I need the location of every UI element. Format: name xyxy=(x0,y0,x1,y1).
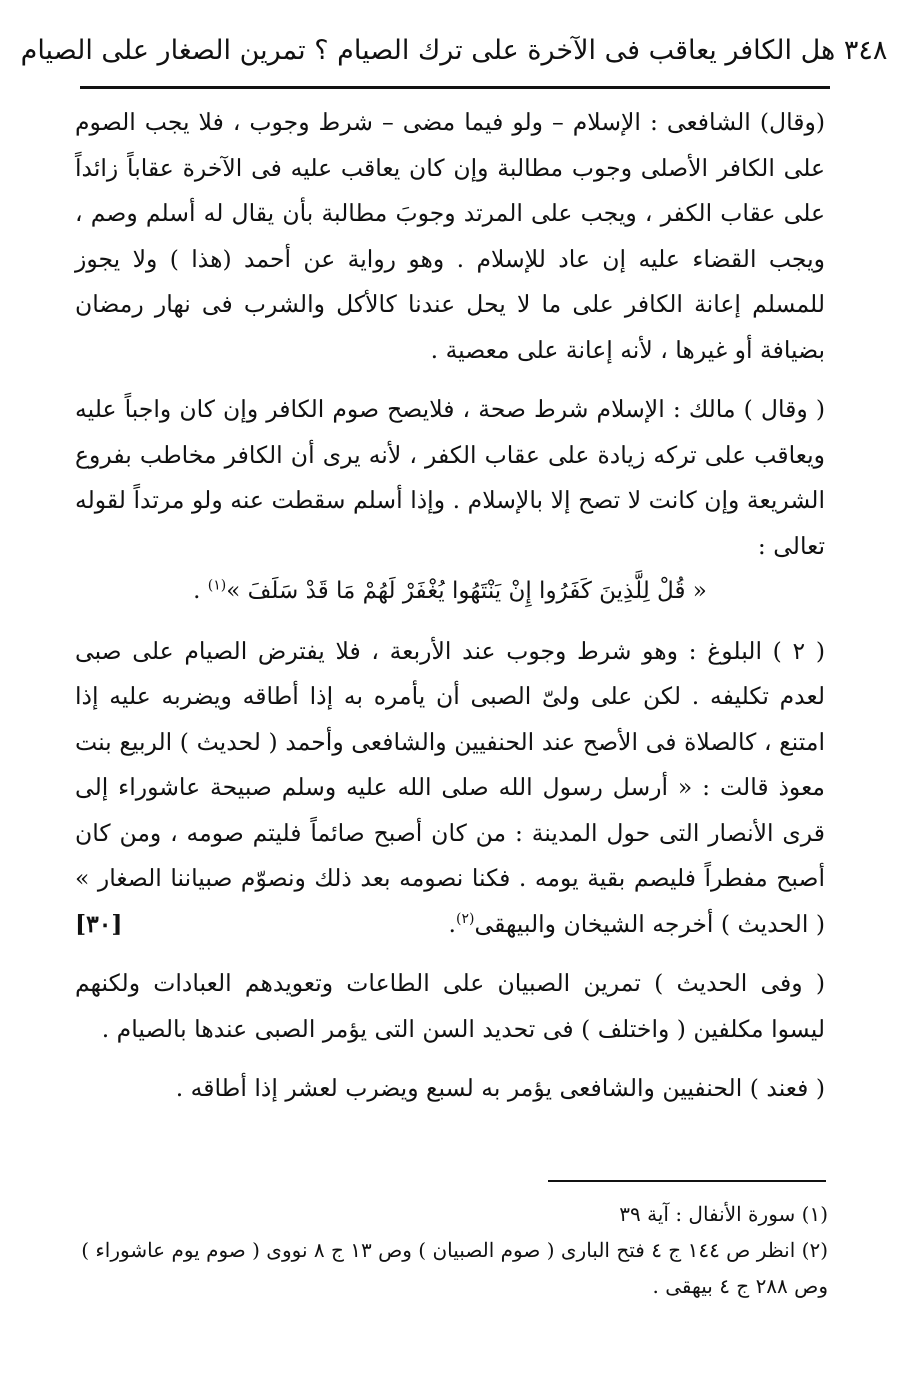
paragraph-hanafi: ( فعند ) الحنفيين والشافعى يؤمر به لسبع ويضرب لعشر إذا أطاقه . xyxy=(175,1074,825,1102)
page-number: ٣٤٨ xyxy=(843,34,888,66)
verse-text: « قُلْ لِلَّذِينَ كَفَرُوا إِنْ يَنْتَهُوا يُغْفَرْ لَهُمْ مَا قَدْ سَلَفَ » xyxy=(226,578,707,604)
footnote-rule xyxy=(548,1180,826,1182)
running-header xyxy=(20,22,888,80)
paragraph-puberty xyxy=(75,629,825,948)
header-title: هل الكافر يعاقب فى الآخرة على ترك الصيام ؟ تمرين الصغار على الصيام xyxy=(20,34,836,66)
footnote-1: (١) سورة الأنفال : آية ٣٩ xyxy=(619,1202,828,1226)
paragraph-shafii: (وقال) الشافعى : الإسلام – ولو فيما مضى – شرط وجوب ، فلا يجب الصوم على الكافر الأصلى وجوب مطالبة وإن كان يعاقب عليه فى الآخرة عقاباً زائداً على عقاب الكفر ، ويجب على المرتد وجوبَ مطالبة بأن يقال له أسلم وصم ، ويجب القضاء عليه إن عاد للإسلام . وهو رواية عن أحمد (هذا ) ولا يجوز للمسلم إعانة الكافر على ما لا يحل عندنا كالأكل والشرب فى نهار رمضان بضيافة أو غيرها ، لأنه إعانة على معصية . xyxy=(75,108,825,364)
page-marker: [٣٠] xyxy=(75,909,123,938)
footnote-2: (٢) انظر ص ١٤٤ ج ٤ فتح البارى ( صوم الصبيان ) وص ١٣ ج ٨ نووى ( صوم يوم عاشوراء ) وص ٢٨٨ ج ٤ بيهقى . xyxy=(81,1238,828,1298)
hadith-footnote-ref: (٢) xyxy=(456,910,475,927)
puberty-end: . xyxy=(448,909,457,938)
verse-end: . xyxy=(193,578,208,604)
verse-footnote-ref: (١) xyxy=(207,577,227,594)
paragraph-malik: ( وقال ) مالك : الإسلام شرط صحة ، فلايصح صوم الكافر وإن كان واجباً عليه ويعاقب على تركه زيادة على عقاب الكفر ، لأنه يرى أن الكافر مخاطب بفروع الشريعة وإن كانت لا تصح إلا بالإسلام . وإذا أسلم سقطت عنه ولو مرتداً لقوله تعالى : xyxy=(75,395,826,560)
footnotes xyxy=(80,1196,828,1304)
puberty-text: ( ٢ ) البلوغ : وهو شرط وجوب عند الأربعة ، فلا يفترض الصيام على صبى لعدم تكليفه . لكن على ولىّ الصبى أن يأمره به إذا أطاقه ويضربه عليه إذا امتنع ، كالصلاة فى الأصح عند الحنفيين والشافعى وأحمد ( لحديث ) الربيع بنت معوذ قالت : « أرسل رسول الله صلى الله عليه وسلم صبيحة عاشوراء إلى قرى الأنصار التى حول المدينة : من كان أصبح صائماً فليتم صومه ، ومن كان أصبح مفطراً فليصم بقية يومه . فكنا نصومه بعد ذلك ونصوّم صبياننا الصغار » ( الحديث ) أخرجه الشيخان والبيهقى xyxy=(75,636,826,938)
body-text xyxy=(75,100,825,1112)
paragraph-hadith-note: ( وفى الحديث ) تمرين الصبيان على الطاعات وتعويدهم العبادات ولكنهم ليسوا مكلفين ( واختلف ) فى تحديد السن التى يؤمر الصبى عندها بالصيام . xyxy=(75,969,825,1043)
header-rule xyxy=(80,86,830,89)
quran-verse xyxy=(75,569,825,615)
